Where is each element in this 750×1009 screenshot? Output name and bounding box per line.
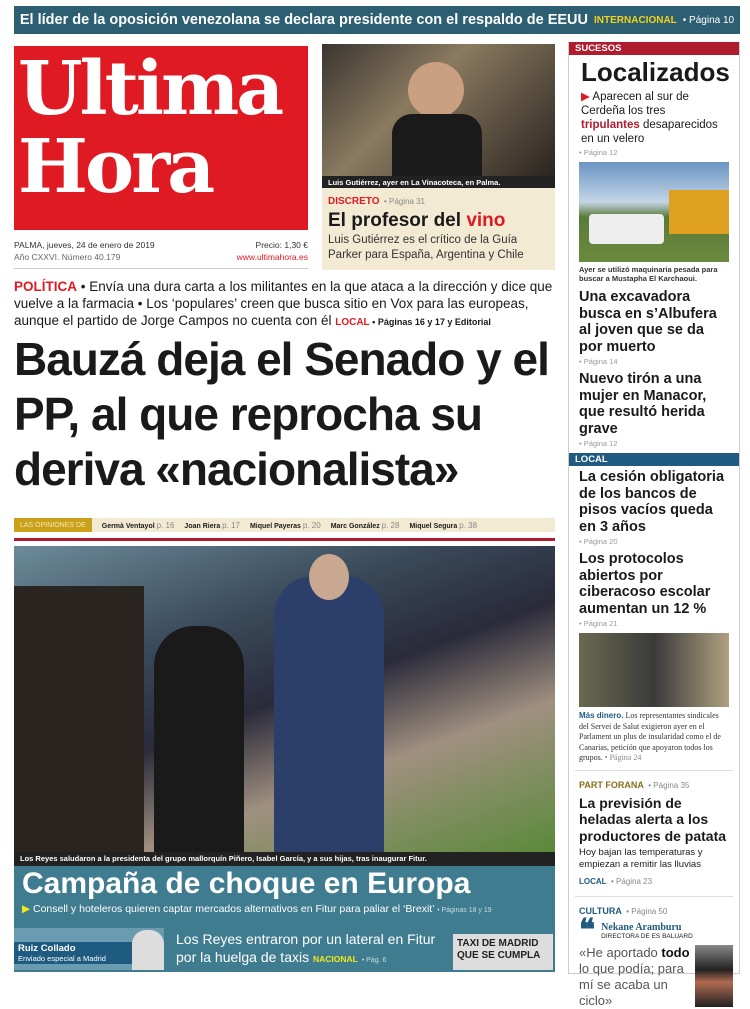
masthead-url[interactable]: www.ultimahora.es	[236, 252, 308, 262]
woman-figure	[154, 626, 244, 852]
lead-pages: • Páginas 16 y 17 y Editorial	[369, 317, 491, 327]
right-column	[568, 42, 740, 1008]
police-car	[589, 214, 664, 244]
forana-sub: Hoy bajan las temperaturas y empiezan a remitir las lluvias	[579, 847, 703, 870]
syndicate-photo	[579, 633, 729, 707]
fitur-sub: Consell y hoteleros quieren captar mercados alternativos en Fitur para paliar el ‘Brexit’	[33, 903, 435, 915]
lead-text: • Envía una dura carta a los militantes en la que ataca a la dirección y dice que vuelve a la farmacia • Los ‘populares’ creen que busca sitio en Vox para las europeas, aunque el partido de Jorge Campos no cuenta con él	[14, 279, 553, 328]
opinion-item[interactable]: Miquel Segura p. 38	[409, 520, 478, 530]
cultura-page: • Página 50	[626, 907, 668, 916]
lead-section: POLÍTICA	[14, 279, 77, 294]
masthead-logo	[14, 46, 308, 230]
top-banner-section: INTERNACIONAL	[594, 14, 677, 26]
masthead-price: Precio: 1,30 €	[255, 240, 308, 250]
family-figures	[14, 586, 144, 852]
culture-quote[interactable]: «He aportado todo lo que podía; para mí se acaba un ciclo»	[579, 945, 690, 1008]
forana-section: PART FORANA	[579, 779, 644, 790]
main-photo-caption: Los Reyes saludaron a la presidenta del grupo mallorquín Piñero, Isabel García, y a sus hijas, tras inaugurar Fitur.	[14, 852, 555, 866]
news-item-title[interactable]: La cesión obligatoria de los bancos de pisos vacíos queda en 3 años	[579, 469, 725, 535]
red-rule	[14, 538, 555, 541]
wine-section: DISCRETO	[328, 196, 380, 207]
play-icon: ▶	[22, 903, 31, 915]
forana-page: • Página 35	[648, 780, 690, 790]
king-figure	[274, 576, 384, 852]
author-name: Ruiz Collado	[18, 943, 76, 954]
forana-section-2: LOCAL	[579, 877, 607, 886]
dinero-story[interactable]: Más dinero. Los representantes sindicales del Servei de Salut exigieron ayer en el Parlament un plus de insularidad como el de Canarias, petición que apoyaron todos los grupos. • Página 24	[579, 711, 721, 762]
portrait-figure	[408, 62, 464, 118]
opinion-item[interactable]: Germà Ventayol p. 16	[101, 520, 175, 530]
opinions-bar	[14, 518, 555, 532]
main-photo	[14, 546, 555, 852]
excavator	[669, 190, 729, 234]
lead-section-2: LOCAL	[335, 317, 370, 328]
quote-icon: ❝	[579, 914, 596, 947]
lead-headline[interactable]: Bauzá deja el Senado y el PP, al que reprocha su deriva «nacionalista»	[14, 333, 549, 495]
interviewee-role: DIRECTORA DE ES BALUARD	[601, 933, 693, 940]
wine-title: El profesor del	[328, 210, 467, 231]
excavator-photo	[579, 162, 729, 262]
opinion-item[interactable]: Marc González p. 28	[330, 520, 400, 530]
top-banner-page: • Página 10	[682, 14, 735, 26]
news-item-page: • Página 21	[579, 619, 618, 628]
wine-photo-caption: Luis Gutiérrez, ayer en La Vinacoteca, en Palma.	[322, 176, 555, 189]
author-role: Enviado especial a Madrid	[18, 954, 106, 963]
news-item-page: • Página 20	[579, 537, 618, 546]
taxi-story: Los Reyes entraron por un lateral en Fitur por la huelga de taxis NACIONAL • Pág. 6	[176, 931, 436, 965]
wine-summary: Luis Gutiérrez es el crítico de la Guía Parker para España, Argentina y Chile	[328, 234, 524, 261]
sucesos-header: SUCESOS	[569, 42, 739, 55]
opinion-item[interactable]: Miquel Payeras p. 20	[249, 520, 321, 530]
taxi-photo: TAXI DE MADRID QUE SE CUMPLA	[453, 934, 553, 970]
portrait-body	[392, 114, 482, 176]
masthead-issue: Año CXXVI. Número 40.179	[14, 252, 121, 262]
forana-page-2: • Página 23	[611, 877, 653, 886]
interviewee-photo	[695, 945, 733, 1007]
masthead-date: PALMA, jueves, 24 de enero de 2019	[14, 240, 155, 250]
fitur-section[interactable]	[14, 866, 555, 972]
top-banner-text: El líder de la oposición venezolana se declara presidente con el respaldo de EEUU	[19, 12, 588, 28]
wine-page: • Página 31	[383, 197, 426, 206]
sucesos-sub: ▶ Aparecen al sur de Cerdeña los tres tripulantes desaparecidos en un velero	[581, 91, 718, 145]
sucesos-headline[interactable]: Localizados	[581, 57, 730, 87]
excavator-caption: Ayer se utilizó maquinaria pesada para buscar a Mustapha El Karchaoui.	[579, 265, 718, 283]
interviewee-name: Nekane Aramburu	[601, 922, 682, 933]
news-item-title[interactable]: Nuevo tirón a una mujer en Manacor, que resultó herida grave	[579, 371, 707, 437]
local-header: LOCAL	[569, 453, 739, 466]
wine-title-accent: vino	[466, 210, 506, 231]
cultura-section: CULTURA	[579, 906, 622, 916]
top-banner[interactable]	[14, 6, 740, 34]
wine-photo	[322, 44, 555, 176]
news-item-page: • Página 12	[579, 439, 618, 448]
opinion-item[interactable]: Joan Riera p. 17	[184, 520, 240, 530]
sucesos-page: • Página 12	[579, 148, 618, 157]
king-head	[309, 554, 349, 600]
news-item-title[interactable]: Los protocolos abiertos por ciberacoso escolar aumentan un 12 %	[579, 551, 711, 617]
news-item-title[interactable]: Una excavadora busca en s’Albufera al joven que se da por muerto	[579, 289, 717, 355]
wine-story[interactable]	[322, 188, 555, 270]
opinions-label: LAS OPINIONES DE	[14, 518, 92, 532]
author-box	[14, 928, 164, 970]
divider	[14, 268, 308, 269]
logo-line-2: Hora	[18, 124, 213, 210]
news-item-page: • Página 14	[579, 357, 618, 366]
logo-line-1: Ultima	[18, 46, 282, 132]
fitur-headline: Campaña de choque en Europa	[22, 867, 471, 900]
author-photo	[132, 930, 164, 970]
fitur-pages: • Páginas 18 y 19	[437, 907, 492, 914]
forana-title[interactable]: La previsión de heladas alerta a los productores de patata	[579, 794, 727, 844]
lead-summary	[14, 278, 555, 331]
